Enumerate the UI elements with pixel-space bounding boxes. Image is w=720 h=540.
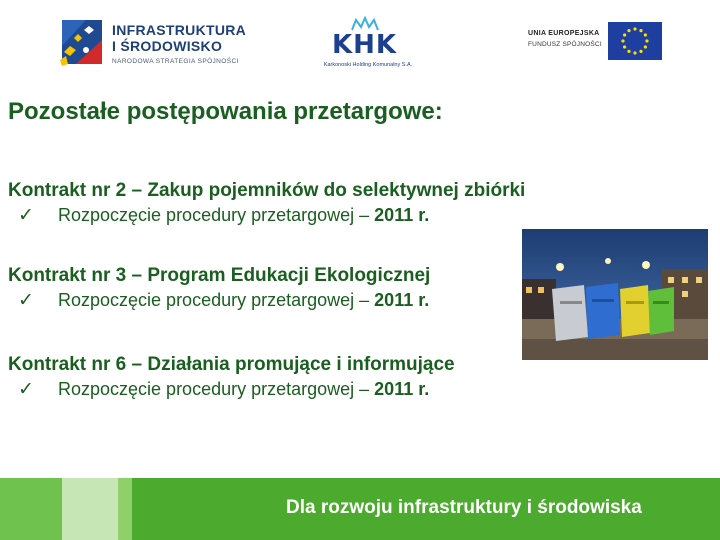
khk-subtitle: Karkonoski Holding Komunalny S.A. [323,62,413,68]
nss-emblem-icon [56,16,106,68]
eu-star [633,51,636,54]
contract-2 [8,180,628,228]
eu-star [621,39,624,42]
eu-star [623,45,626,48]
contract-item-text: Rozpoczęcie procedury przetargowej – 2011 r. [58,205,430,225]
contract-heading: Kontrakt nr 6 – Działania promujące i informujące [8,354,455,375]
contract-item-text: Rozpoczęcie procedury przetargowej – 2011 r. [58,379,430,399]
eu-star [639,50,642,53]
recycling-bins-photo [522,229,708,360]
eu-line-2: FUNDUSZ SPÓJNOŚCI [528,41,602,48]
checkmark-icon: ✓ [18,204,34,226]
eu-star [627,29,630,32]
footer-stripe [118,478,132,540]
eu-star [633,27,636,30]
header-logos [0,0,720,80]
eu-flag-icon [608,22,662,60]
contract-6 [8,354,628,402]
khk-wordmark: KHK [332,30,398,60]
contract-year: 2011 r. [374,290,430,310]
eu-star [644,45,647,48]
eu-star [623,33,626,36]
contract-heading: Kontrakt nr 3 – Program Edukacji Ekologicznej [8,265,431,286]
contract-heading: Kontrakt nr 2 – Zakup pojemników do selektywnej zbiórki [8,180,526,201]
infrastruktura-srodowisko-logo [56,16,247,70]
khk-logo [318,14,418,66]
footer-bar [0,478,720,540]
contract-year: 2011 r. [374,379,430,399]
logo-line-3: NARODOWA STRATEGIA SPÓJNOŚCI [112,58,239,65]
eu-star [645,39,648,42]
footer-slogan: Dla rozwoju infrastruktury i środowiska [286,497,642,518]
logo-line-1: INFRASTRUKTURA [112,22,247,38]
logo-line-2: I ŚRODOWISKO [112,38,223,54]
contract-item [8,378,628,402]
eu-star [627,50,630,53]
contract-item [8,204,628,228]
page-title: Pozostałe postępowania przetargowe: [8,98,443,125]
contract-item-text: Rozpoczęcie procedury przetargowej – 2011 r. [58,290,430,310]
eu-star [644,33,647,36]
eu-fund-logo [528,20,668,60]
footer-stripe [62,478,118,540]
eu-star [639,29,642,32]
contract-year: 2011 r. [374,205,430,225]
footer-stripe [0,478,62,540]
eu-line-1: UNIA EUROPEJSKA [528,30,600,37]
checkmark-icon: ✓ [18,289,34,311]
checkmark-icon: ✓ [18,378,34,400]
